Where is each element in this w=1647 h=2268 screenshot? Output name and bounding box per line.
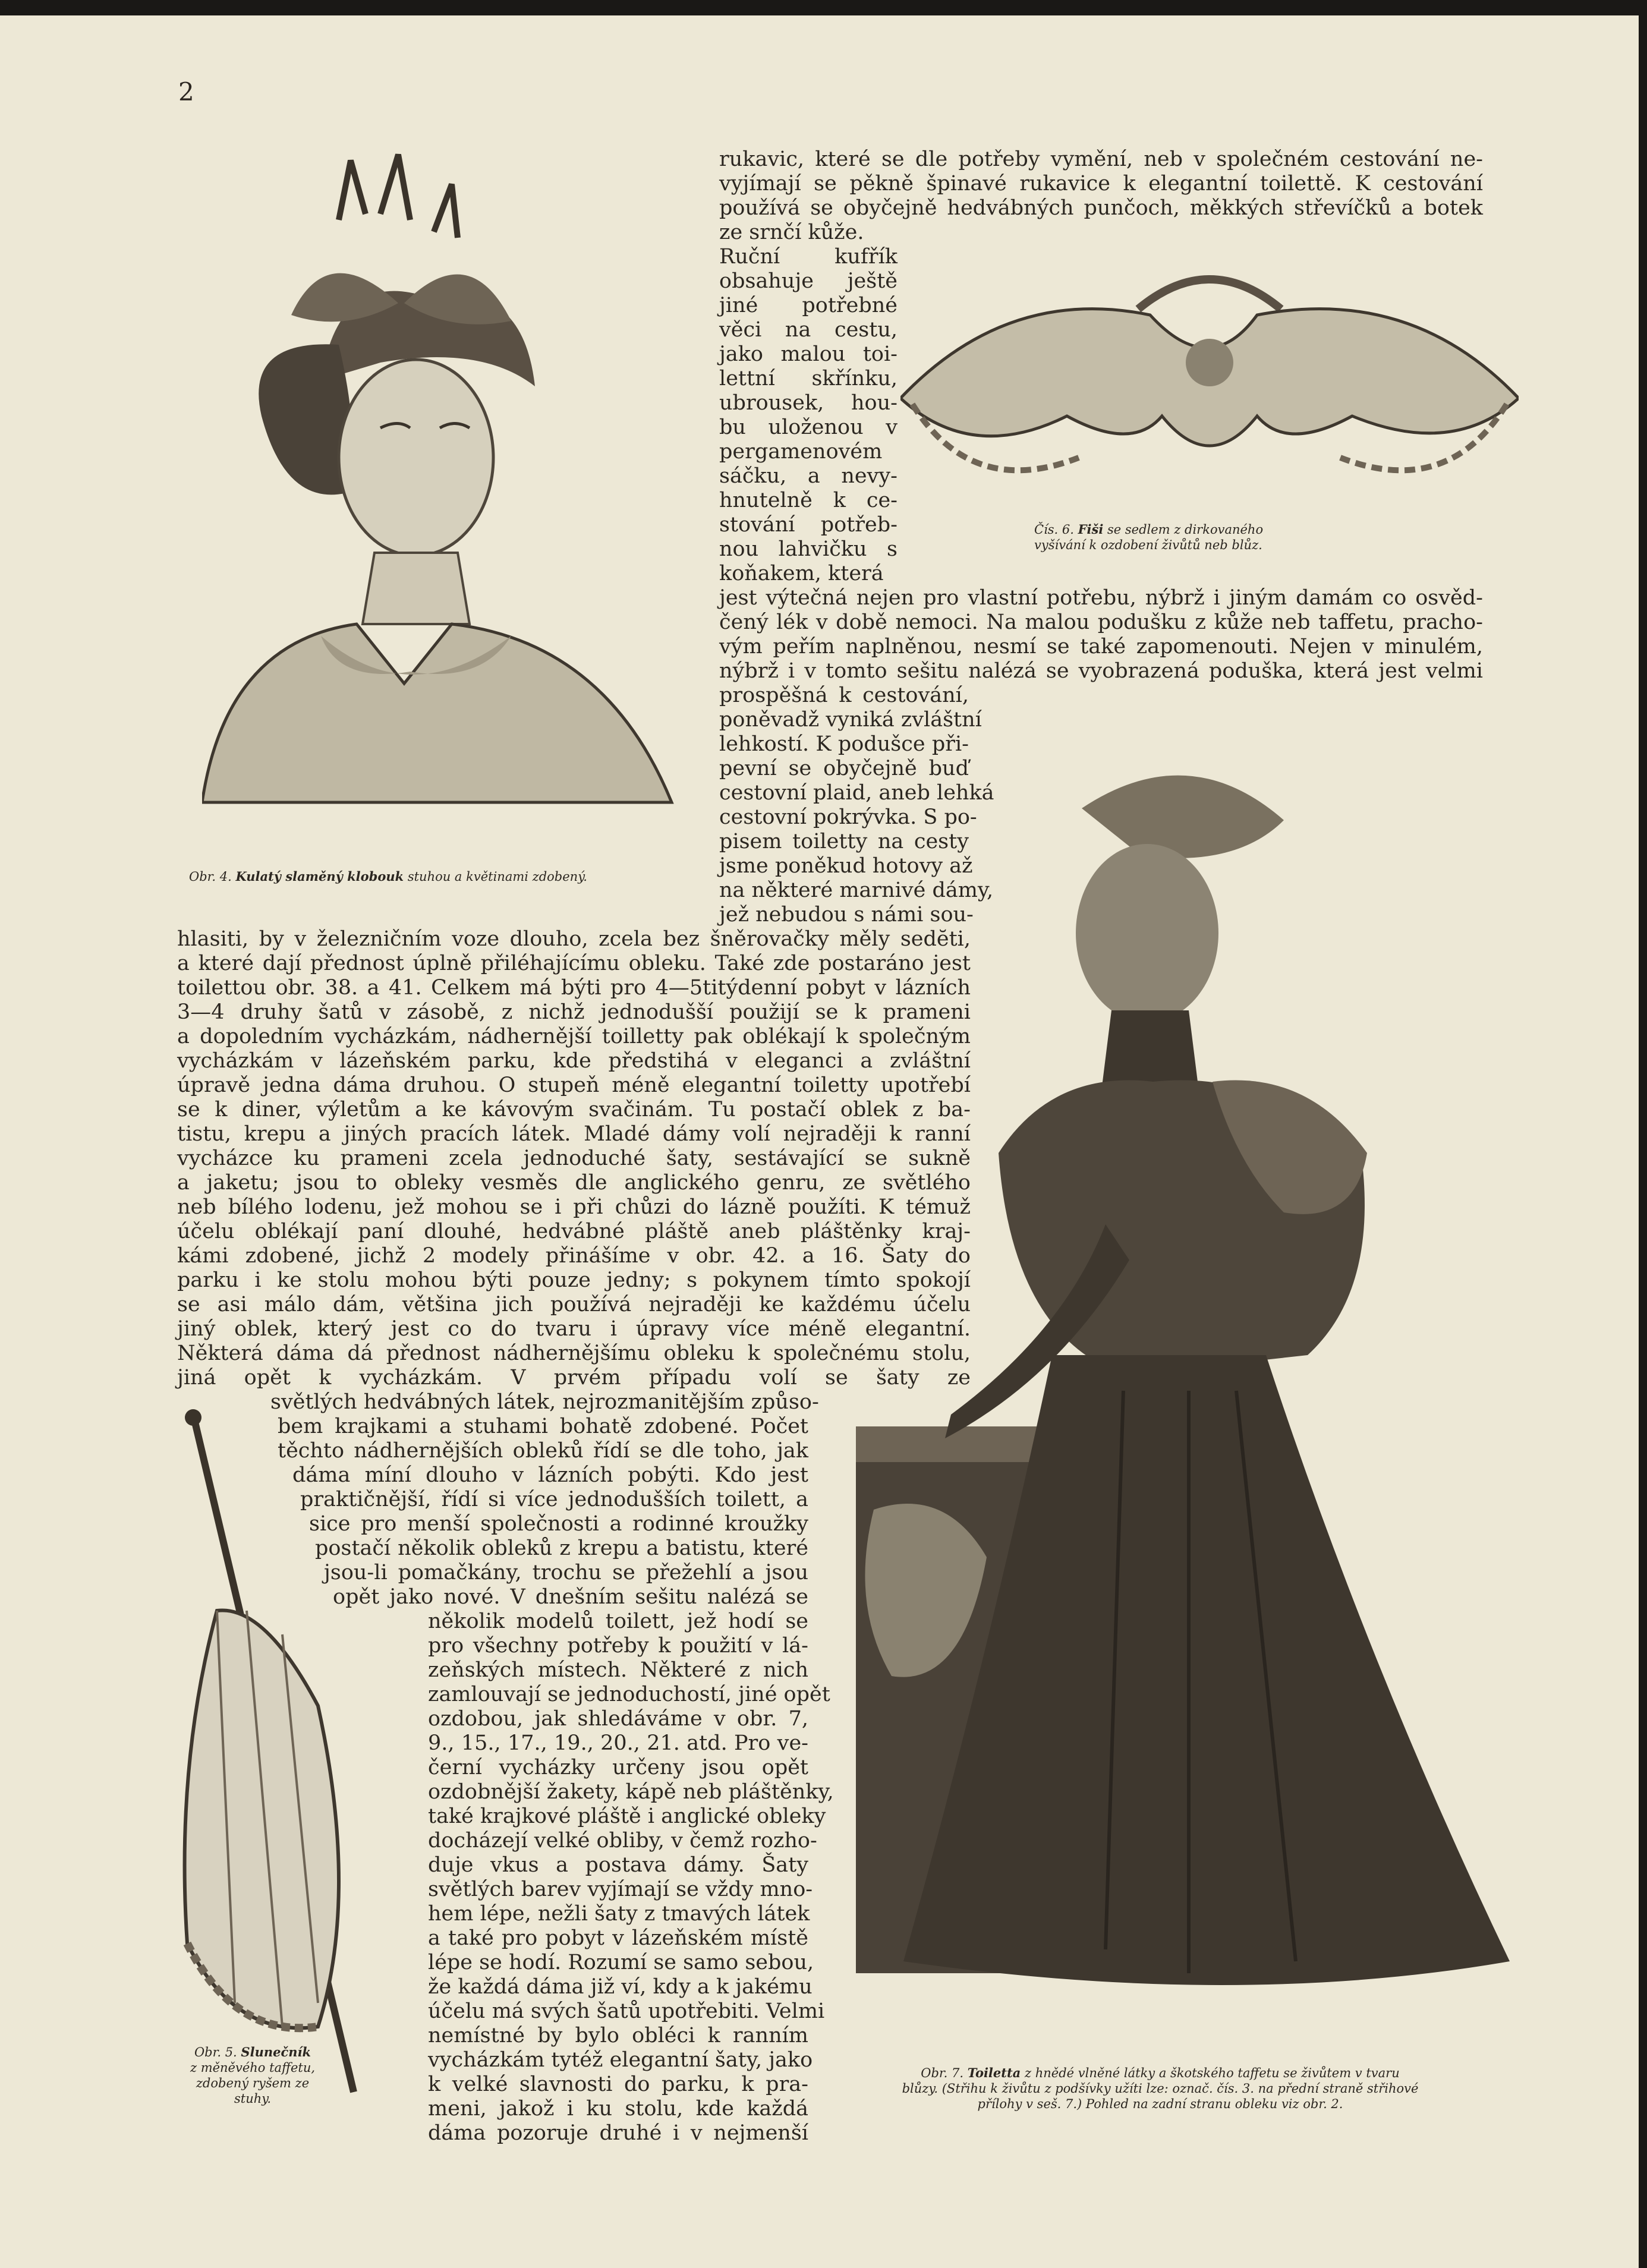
text-line: 3—4 druhy šatů v zásobě, z nichž jednodušší použijí se k prameni xyxy=(177,1000,971,1024)
text-line: úpravě jedna dáma druhou. O stupeň méně elegantní toiletty upotřebí xyxy=(177,1073,971,1097)
text-line: praktičnější, řídí si více jednodušších toilett, a xyxy=(300,1488,808,1511)
text-line: rukavic, které se dle potřeby vymění, neb v společném cestování ne- xyxy=(719,147,1483,171)
text-line: nemístné by bylo obléci k ranním xyxy=(428,2024,808,2048)
scan-top-border xyxy=(0,0,1647,15)
text-line: několik modelů toilett, jež hodí se xyxy=(428,1609,808,1633)
text-line: zamlouvají se jednoduchostí, jiné opět xyxy=(428,1683,830,1706)
text-line: ubrousek, hou- xyxy=(719,391,897,415)
text-line: duje vkus a postava dámy. Šaty xyxy=(428,1853,808,1877)
text-line: ozdobnější žakety, kápě neb pláštěnky, xyxy=(428,1780,834,1804)
text-line: jest výtečná nejen pro vlastní potřebu, nýbrž i jiným damám co osvěd- xyxy=(719,586,1483,610)
text-line: pro všechny potřeby k použití v lá- xyxy=(428,1634,808,1658)
text-line: že každá dáma již ví, kdy a k jakému xyxy=(428,1975,813,1999)
text-line: nýbrž i v tomto sešitu nalézá se vyobrazená poduška, která jest velmi xyxy=(719,659,1483,683)
text-line: pergamenovém xyxy=(719,440,883,464)
caption-fig4: Obr. 4. Kulatý slaměný klobouk stuhou a květinami zdobený. xyxy=(189,869,587,884)
text-line: dáma míní dlouho v lázních pobýti. Kdo jest xyxy=(292,1463,808,1487)
text-line: docházejí velké obliby, v čemž rozho- xyxy=(428,1829,817,1853)
text-line: se k diner, výletům a ke kávovým svačinám. Tu postačí oblek z ba- xyxy=(177,1098,971,1122)
text-line: lettní skřínku, xyxy=(719,367,897,390)
hat-illustration xyxy=(202,149,678,808)
text-line: věci na cestu, xyxy=(719,318,897,342)
text-line: bem krajkami a stuhami bohatě zdobené. Počet xyxy=(278,1415,808,1438)
text-line: 9., 15., 17., 19., 20., 21. atd. Pro ve- xyxy=(428,1731,808,1755)
text-line: koňakem, která xyxy=(719,562,884,585)
text-line: nou lahvičku s xyxy=(719,537,897,561)
text-line: hlasiti, by v železničním voze dlouho, zcela bez šněrovačky měly sedĕti, xyxy=(177,927,971,951)
caption-fig5: Obr. 5. Slunečník z měněvého taffetu, zdobený ryšem ze stuhy. xyxy=(190,2045,316,2106)
text-line: poněvadž vyniká zvláštní xyxy=(719,708,982,732)
text-line: stování potřeb- xyxy=(719,513,897,537)
text-line: světlých barev vyjímají se vždy mno- xyxy=(428,1878,813,1901)
text-line: ze srnčí kůže. xyxy=(719,220,864,244)
text-line: vycházkám tytéž elegantní šaty, jako xyxy=(428,2048,813,2072)
text-line: pevní se obyčejně buď xyxy=(719,757,969,780)
text-line: na některé marnivé dámy, xyxy=(719,878,994,902)
text-line: k velké slavnosti do parku, k pra- xyxy=(428,2072,808,2096)
text-line: černí vycházky určeny jsou opět xyxy=(428,1756,808,1779)
text-line: používá se obyčejně hedvábných punčoch, měkkých střevíčků a botek xyxy=(719,196,1483,220)
text-line: a také pro pobyt v lázeňském místě xyxy=(428,1926,808,1950)
text-right-top xyxy=(719,147,1483,245)
text-line: kámi zdobené, jichž 2 modely přinášíme v obr. 42. a 16. Šaty do xyxy=(177,1244,971,1268)
text-line: zeňských místech. Některé z nich xyxy=(428,1658,808,1682)
text-line: těchto nádhernějších obleků řídí se dle toho, jak xyxy=(278,1439,808,1463)
fichu-illustration xyxy=(900,262,1519,535)
text-line: dáma pozoruje druhé i v nejmenší xyxy=(428,2121,808,2145)
text-line: účelu oblékají paní dlouhé, hedvábné pláště aneb pláštěnky kraj- xyxy=(177,1220,971,1243)
text-line: vycházce ku prameni zcela jednoduché šaty, sestávající se sukně xyxy=(177,1146,971,1170)
text-line: jiný oblek, který jest co do tvaru i úpravy více méně elegantní. xyxy=(177,1317,971,1341)
text-line: světlých hedvábných látek, nejrozmanitějším způso- xyxy=(270,1390,819,1414)
text-line: opět jako nové. V dnešním sešitu nalézá se xyxy=(333,1585,808,1609)
text-line: tistu, krepu a jiných pracích látek. Mladé dámy volí nejraději k ranní xyxy=(177,1122,971,1146)
text-line: lehkostí. K podušce při- xyxy=(719,732,969,756)
text-line: vycházkám v lázeňském parku, kde předstihá v eleganci a zvláštní xyxy=(177,1049,971,1073)
text-line: a které dají přednost úplně přiléhajícímu obleku. Také zde postaráno jest xyxy=(177,952,971,975)
text-line: jiná opět k vycházkám. V prvém případu volí se šaty ze xyxy=(177,1366,971,1390)
text-line: jsme poněkud hotovy až xyxy=(719,854,973,878)
text-line: jiné potřebné xyxy=(719,294,897,317)
scan-right-border xyxy=(1639,0,1647,2268)
text-line: cestovní plaid, aneb lehká xyxy=(719,781,994,805)
text-line: vyjímají se pěkně špinavé rukavice k elegantní toilettě. K cestování xyxy=(719,172,1483,196)
text-line: vým peřím naplněnou, nesmí se také zapomenouti. Nejen v minulém, xyxy=(719,635,1483,659)
text-line: ozdobou, jak shledáváme v obr. 7, xyxy=(428,1707,808,1731)
text-line: cestovní pokrývka. S po- xyxy=(719,805,977,829)
text-line: hnutelně k ce- xyxy=(719,489,897,512)
text-line: hem lépe, nežli šaty z tmavých látek xyxy=(428,1902,810,1926)
text-line: sice pro menší společnosti a rodinné kroužky xyxy=(309,1512,808,1536)
text-line: jsou-li pomačkány, trochu se přežehlí a jsou xyxy=(324,1561,808,1585)
text-line: jež nebudou s námi sou- xyxy=(719,903,974,927)
text-line: sáčku, a nevy- xyxy=(719,464,897,488)
text-line: také krajkové pláště i anglické obleky xyxy=(428,1804,826,1828)
text-line: neb bílého lodenu, jež mohou se i při chůzi do lázně použíti. K témuž xyxy=(177,1195,971,1219)
text-line: postačí několik obleků z krepu a batistu, které xyxy=(315,1536,808,1560)
text-line: Některá dáma dá přednost nádhernějšímu obleku k společnému stolu, xyxy=(177,1341,971,1365)
text-line: se asi málo dám, většina jich používá nejraději ke každému účelu xyxy=(177,1293,971,1316)
text-center-column xyxy=(719,683,994,927)
text-line: jako malou toi- xyxy=(719,342,897,366)
text-line: prospěšná k cestování, xyxy=(719,683,969,707)
text-line: bu uloženou v xyxy=(719,415,897,439)
text-line: parku i ke stolu mohou býti pouze jedny; s pokynem tímto spokojí xyxy=(177,1268,971,1292)
text-line: meni, jakož i ku stolu, kde každá xyxy=(428,2097,808,2121)
text-line: čený lék v době nemoci. Na malou podušku z kůže neb taffetu, pracho- xyxy=(719,610,1483,634)
caption-fig6: Čís. 6. Fiši se sedlem z dirkovaného vyšívání k ozdobení živůtů neb blůz. xyxy=(1034,522,1264,552)
text-wide-middle xyxy=(719,586,1483,683)
text-narrow-column xyxy=(719,245,897,586)
caption-fig7: Obr. 7. Toiletta z hnědé vlněné látky a škotského taffetu se živůtem v tvaru blůzy. (Střihu k živůtu z podšívky užíti lze: označ. čís. 3. na přední straně střihové přílohy v seš. 7.) Pohled na zadní stranu obleku viz obr. 2. xyxy=(902,2065,1419,2111)
text-line: a jaketu; jsou to obleky vesměs dle anglického genru, ze světlého xyxy=(177,1171,971,1195)
text-line: a dopoledním vycházkám, nádhernější toilletty pak oblékají k společným xyxy=(177,1025,971,1048)
text-line: lépe se hodí. Rozumí se samo sebou, xyxy=(428,1951,814,1974)
text-line: obsahuje ještě xyxy=(719,269,897,293)
text-line: toilettou obr. 38. a 41. Celkem má býti pro 4—5titýdenní pobyt v lázních xyxy=(177,976,971,1000)
text-line: Ruční kufřík xyxy=(719,245,897,269)
text-bottom-column xyxy=(428,1609,834,2146)
page-number: 2 xyxy=(178,77,194,106)
text-line: pisem toiletty na cesty xyxy=(719,830,969,853)
text-left-main xyxy=(177,927,971,1390)
text-line: účelu má svých šatů upotřebiti. Velmi xyxy=(428,1999,825,2023)
